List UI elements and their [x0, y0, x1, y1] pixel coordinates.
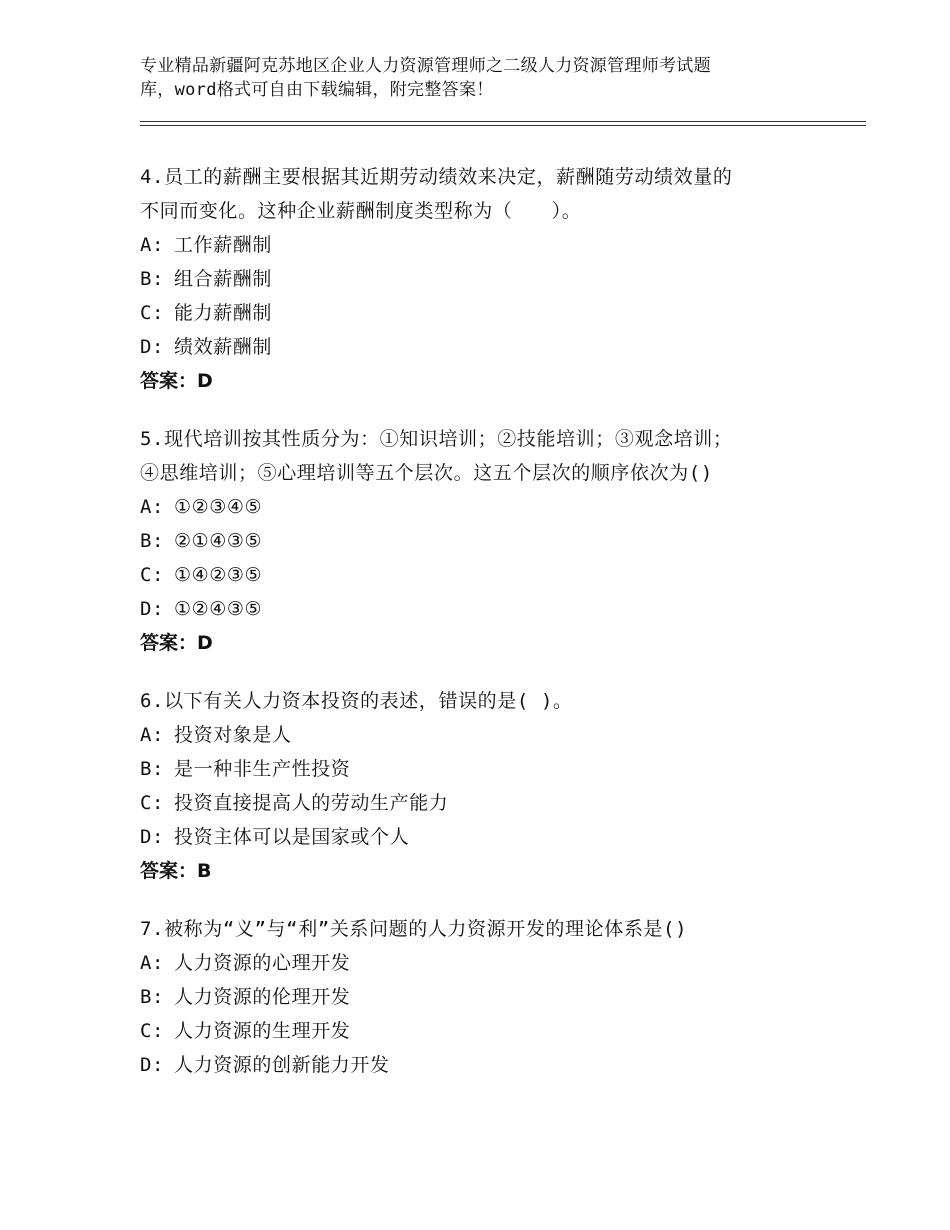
option-key: D: — [140, 336, 165, 358]
option-d — [140, 330, 840, 364]
option-c — [140, 786, 840, 820]
answer-label: 答案：B — [140, 860, 212, 882]
answer-label: 答案：D — [140, 370, 213, 392]
question-stem: ④思维培训；⑤心理培训等五个层次。这五个层次的顺序依次为() — [140, 462, 713, 484]
header-title-line-2: 库，word格式可自由下载编辑，附完整答案！ — [140, 80, 494, 100]
answer-label: 答案：D — [140, 632, 213, 654]
option-key: A: — [140, 234, 165, 256]
option-key: D: — [140, 598, 165, 620]
option-key: A: — [140, 952, 165, 974]
option-key: B: — [140, 986, 165, 1008]
option-b — [140, 524, 840, 558]
option-text: 投资对象是人 — [174, 724, 292, 746]
option-a — [140, 228, 840, 262]
header-divider-top — [140, 121, 866, 122]
option-text: 人力资源的生理开发 — [174, 1020, 351, 1042]
option-c — [140, 1014, 840, 1048]
option-text: ②①④③⑤ — [174, 530, 263, 552]
option-b — [140, 262, 840, 296]
option-text: ①②③④⑤ — [174, 496, 263, 518]
question-stem: 4.员工的薪酬主要根据其近期劳动绩效来决定，薪酬随劳动绩效量的 — [140, 166, 733, 188]
option-text: ①②④③⑤ — [174, 598, 263, 620]
option-a — [140, 946, 840, 980]
question-stem: 不同而变化。这种企业薪酬制度类型称为（ ）。 — [140, 200, 582, 222]
question-stem: 7.被称为“义”与“利”关系问题的人力资源开发的理论体系是() — [140, 918, 688, 940]
question-7 — [140, 912, 840, 1082]
option-key: B: — [140, 530, 165, 552]
question-list — [140, 160, 840, 1106]
option-c — [140, 296, 840, 330]
question-4 — [140, 160, 840, 398]
option-a — [140, 718, 840, 752]
option-text: 能力薪酬制 — [174, 302, 273, 324]
option-b — [140, 752, 840, 786]
option-text: ①④②③⑤ — [174, 564, 263, 586]
option-key: A: — [140, 724, 165, 746]
option-key: A: — [140, 496, 165, 518]
option-key: B: — [140, 268, 165, 290]
option-key: C: — [140, 564, 165, 586]
option-key: C: — [140, 302, 165, 324]
option-text: 组合薪酬制 — [174, 268, 273, 290]
option-text: 投资主体可以是国家或个人 — [174, 826, 410, 848]
question-6 — [140, 684, 840, 888]
document-header — [140, 54, 840, 102]
option-key: B: — [140, 758, 165, 780]
option-text: 投资直接提高人的劳动生产能力 — [174, 792, 449, 814]
option-text: 人力资源的心理开发 — [174, 952, 351, 974]
option-key: D: — [140, 826, 165, 848]
option-a — [140, 490, 840, 524]
option-key: C: — [140, 792, 165, 814]
option-key: C: — [140, 1020, 165, 1042]
option-d — [140, 1048, 840, 1082]
option-text: 是一种非生产性投资 — [174, 758, 351, 780]
header-divider-bottom — [140, 125, 866, 126]
question-stem: 5.现代培训按其性质分为：①知识培训；②技能培训；③观念培训； — [140, 428, 733, 450]
option-key: D: — [140, 1054, 165, 1076]
option-c — [140, 558, 840, 592]
option-text: 人力资源的伦理开发 — [174, 986, 351, 1008]
option-d — [140, 592, 840, 626]
question-stem: 6.以下有关人力资本投资的表述，错误的是( )。 — [140, 690, 573, 712]
option-d — [140, 820, 840, 854]
option-b — [140, 980, 840, 1014]
option-text: 绩效薪酬制 — [174, 336, 273, 358]
option-text: 人力资源的创新能力开发 — [174, 1054, 390, 1076]
option-text: 工作薪酬制 — [174, 234, 273, 256]
question-5 — [140, 422, 840, 660]
header-title-line-1: 专业精品新疆阿克苏地区企业人力资源管理师之二级人力资源管理师考试题 — [140, 56, 711, 76]
